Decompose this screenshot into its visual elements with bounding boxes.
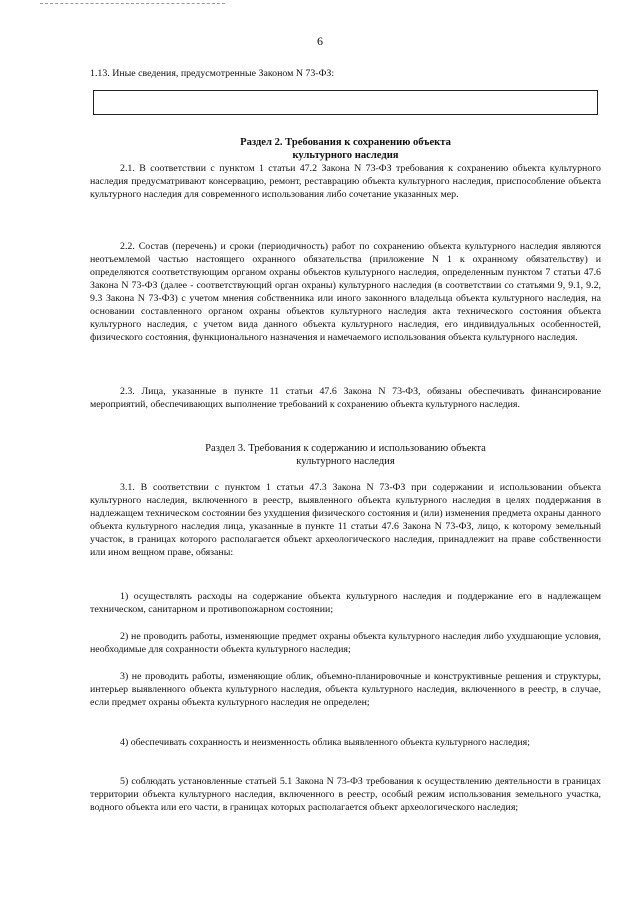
paragraph-3-1: 3.1. В соответствии с пунктом 1 статьи 47.3 Закона N 73-ФЗ при содержании и использовании объекта культурного наследия, включенного в реестр, выявленного объекта культурного наследия в целях поддержания в надлежащем техническом состоянии без ухудшения физического состояния и (или) изменения предмета охраны данного объекта культурного наследия лица, указанные в пункте 11 статьи 47.6 Закона N 73-ФЗ, лицо, к которому земельный участок, в границах которого располагается объект археологического наследия, принадлежит на праве собственности или ином вещном праве, обязаны: <box>90 482 601 558</box>
paragraph-2-3: 2.3. Лица, указанные в пункте 11 статьи 47.6 Закона N 73-ФЗ, обязаны обеспечивать финансирование мероприятий, обеспечивающих выполнение требований к сохранению объекта культурного наследия. <box>90 386 601 410</box>
item-1-13-text: 1.13. Иные сведения, предусмотренные Законом N 73-ФЗ: <box>90 68 335 79</box>
list-item-4: 4) обеспечивать сохранность и неизменность облика выявленного объекта культурного наследия; <box>120 737 530 748</box>
list-item-2: 2) не проводить работы, изменяющие предмет охраны объекта культурного наследия либо ухудшающие условия, необходимые для сохранности объекта культурного наследия; <box>90 631 601 655</box>
section-2-title-line2: культурного наследия <box>292 150 399 161</box>
list-item-1: 1) осуществлять расходы на содержание объекта культурного наследия и поддержание его в надлежащем техническом, санитарном и противопожарном состоянии; <box>90 591 601 615</box>
section-2-title-line1: Раздел 2. Требования к сохранению объекта <box>240 137 451 148</box>
section-3-title-line2: культурного наследия <box>296 456 395 467</box>
section-3-title-line1: Раздел 3. Требования к содержанию и использованию объекта <box>205 443 486 454</box>
list-item-3: 3) не проводить работы, изменяющие облик, объемно-планировочные и конструктивные решения и структуры, интерьер выявленного объекта культурного наследия, объекта культурного наследия, включенного в реестр, в случае, если предмет охраны объекта культурного наследия не определен; <box>90 671 601 708</box>
scan-edge-mark <box>40 3 225 4</box>
paragraph-2-1: 2.1. В соответствии с пунктом 1 статьи 47.2 Закона N 73-ФЗ требования к сохранению объекта культурного наследия предусматривают консервацию, ремонт, реставрацию объекта культурного наследия, приспособление объекта культурного наследия для современного использования либо сочетание указанных мер. <box>90 163 601 200</box>
section-2-title <box>90 136 601 162</box>
list-item-5: 5) соблюдать установленные статьей 5.1 Закона N 73-ФЗ требования к осуществлению деятельности в границах территории объекта культурного наследия, включенного в реестр, особый режим использования земельного участка, водного объекта или его части, в границах которых располагается объект археологического наследия; <box>90 776 601 813</box>
other-info-box <box>93 90 598 115</box>
paragraph-2-2: 2.2. Состав (перечень) и сроки (периодичность) работ по сохранению объекта культурного наследия являются неотъемлемой частью настоящего охранного обязательства (приложение N 1 к охранному обязательству) и определяются соответствующим органом охраны объектов культурного наследия, определенным пунктом 7 статьи 47.6 Закона N 73-ФЗ (далее - соответствующий орган охраны) культурного наследия (в соответствии со статьями 9, 9.1, 9.2, 9.3 Закона N 73-ФЗ) с учетом мнения собственника или иного законного владельца объекта культурного наследия, на основании составленного органом охраны объектов культурного наследия акта технического состояния объекта культурного наследия, с учетом вида данного объекта культурного наследия, его индивидуальных особенностей, физического состояния, функционального назначения и намечаемого использования объекта культурного наследия. <box>90 241 601 343</box>
section-3-title <box>90 442 601 468</box>
page-number: 6 <box>317 34 323 48</box>
